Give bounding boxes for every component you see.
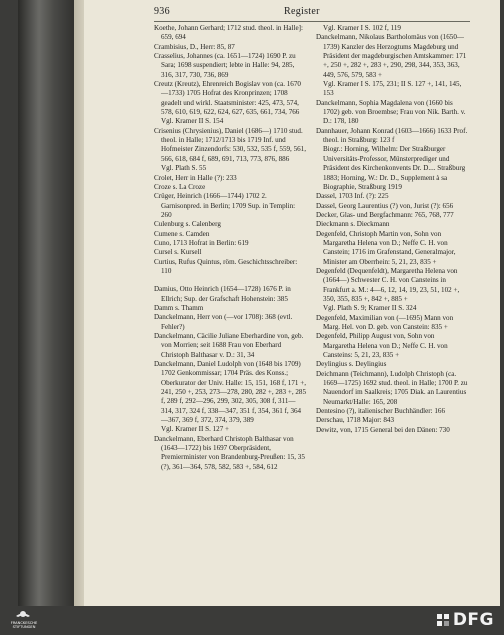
index-entry: Deichmann (Teichmann), Ludolph Christoph (ca. 1669—1725) 1692 stud. theol. in Halle; 1700 P. zu Nauendorf im Saalkreis; 1705 Diak. an Laurentius Neumarkt/Halle: 165, 208 — [316, 369, 468, 406]
index-entry: Degenfeld, Christoph Martin von, Sohn von Margaretha Helena von D.; Neffe C. H. von Canstein; 1716 im Grafenstand, Generalmajor, Minister am Oberrhein: 5, 21, 23, 835 + — [316, 229, 456, 266]
index-entry: Dieckmann s. Dieckmann — [316, 220, 390, 229]
francke-logo — [6, 610, 42, 634]
index-entry: Crolet, Herr in Halle (?): 233 — [154, 173, 237, 182]
index-entry: Damm s. Thamm — [154, 303, 204, 312]
page-header — [84, 6, 500, 22]
page-number: 936 — [154, 6, 170, 17]
index-entry: Vgl. Kramer I S. 102 f, 119 — [323, 24, 401, 32]
index-entry: Dannhauer, Johann Konrad (1603—1666) 1633 Prof. theol. in Straßburg: 123 f — [316, 126, 468, 145]
index-entry: Degenfeld, Maximilian von (—1695) Mann von Marg. Hel. von D. geb. von Canstein: 835 + — [316, 313, 454, 331]
index-entry: Dewitz, von, 1715 General bei den Dänen: 730 — [316, 425, 450, 434]
index-entry: Crambisius, D., Herr: 85, 87 — [154, 42, 235, 51]
index-entry: Degenfeld (Dequenfeldt), Margaretha Helena von (1664—) Schwester C. H. von Cansteins in Frankfurt a. M.: 4—6, 12, 14, 19, 23, 51, 102 +, 350, 355, 835 +, 842 +, 885 + — [316, 266, 460, 303]
index-entry: Dassel, Georg Laurentius (?) von, Jurist (?): 656 — [316, 201, 454, 210]
index-entry: Cumene s. Camden — [154, 229, 210, 238]
index-entry: Biogr.: Horning, Wilhelm: Der Straßburger Universitäts-Professor, Münsterprediger und Präsident des Kirchenkonvents Dr. D.... Straßburg 1883; Horning, W.: Dr. D., Supplement à sa Biographie, Straßburg 1919 — [323, 145, 466, 191]
index-entry: Danckelmann, Nikolaus Bartholomäus von (1650—1739) Kanzler des Herzogtums Magdeburg und Präsident der magdeburgischen Amtskammer: 171 +, 250 +, 282 +, 283 +, 290, 298, 344, 353, 363, 449, 576, 579, 583 + — [316, 33, 467, 79]
index-entry: Dassel, 1703 Inf. (?): 225 — [316, 192, 389, 201]
index-entry: Vgl. Kramer II S. 127 + — [161, 425, 230, 434]
francke-logo-text: FRANCKESCHE STIFTUNGEN — [10, 621, 38, 630]
right-column — [316, 24, 468, 435]
index-entry: Koethe, Johann Gerhard; 1712 stud. theol. in Halle]: 659, 694 — [154, 24, 303, 42]
index-entry: Danckelmann, Cäcilie Juliane Eberhardine von, geb. von Morrien; seit 1688 Frau von Eberhard Christoph Balthasar v. D.: 31, 34 — [154, 332, 304, 359]
index-entry: Degenfeld, Philipp August von, Sohn von Margaretha Helena von D.; Neffe C. H. von Cansteins: 5, 21, 23, 835 + — [316, 332, 448, 360]
eagle-sun-icon — [16, 610, 30, 620]
index-entry: Crisenius (Chrysienius), Daniel (1686—) 1710 stud. theol. in Halle; 1712/1713 bis 1719 Inf. und Hofmeister Zinzendorfs: 530, 532, 535 f, 559, 561, 566, 618, 684 f, 689, 691, 713, 773, 876, 886 — [154, 126, 307, 163]
index-entry: Damius, Otto Heinrich (1654—1728) 1676 P. in Ellrich; Sup. der Grafschaft Hohenstein: 385 — [154, 285, 291, 303]
dfg-mark-icon — [437, 614, 449, 626]
index-entry: Danckelmann, Sophia Magdalena von (1660 bis 1702) geb. von Broembse; Frau von Nik. Barth. v. D.: 178, 180 — [316, 98, 466, 126]
index-entry: Deylingius s. Deylingius — [316, 360, 387, 369]
index-entry: Vgl. Plath S. 9; Kramer II S. 324 — [323, 304, 417, 313]
index-entry: Danckelmann, Herr von (—vor 1708): 368 (evtl. Fehler?) — [154, 313, 293, 331]
index-entry: Cursel s. Kursell — [154, 248, 202, 257]
index-entry: Crüger, Heinrich (1666—1744) 1702 2. Garnisonpred. in Berlin; 1709 Sup. in Templin: 260 — [154, 192, 296, 219]
index-entry: Vgl. Kramer II S. 154 — [161, 117, 224, 126]
dfg-logo — [437, 610, 494, 630]
dfg-logo-text: DFG — [452, 610, 494, 630]
index-entry: Croze s. La Croze — [154, 182, 206, 191]
index-entry: Vgl. Kramer I S. 175, 231; II S. 127 +, 141, 145, 153 — [323, 80, 462, 98]
index-entry: Crasselius, Johannes (ca. 1651—1724) 1690 P. zu Sara; 1698 suspendiert; lebte in Halle: 94, 285, 316, 317, 730, 736, 869 — [154, 52, 296, 79]
index-entry: Cuno, 1713 Hofrat in Berlin: 619 — [154, 238, 249, 247]
left-column — [154, 24, 306, 472]
index-entry: Creutz (Kreutz), Ehrenreich Bogislav von (ca. 1670—1733) 1705 Hofrat des Kronprinzen; 1708 geadelt und wirkl. Staatsminister: 425, 473, 574, 578, 610, 619, 622, 624, 627, 635, 661, 734, 766 — [154, 80, 301, 117]
index-entry: Vgl. Plath S. 55 — [161, 164, 207, 173]
header-rule — [154, 21, 470, 22]
running-head: Register — [284, 6, 320, 17]
index-entry: Dentesino (?), italienischer Buchhändler: 166 — [316, 407, 446, 416]
book-page — [84, 0, 500, 606]
index-entry: Curtius, Rufus Quintus, röm. Geschichtsschreiber: 110 — [154, 257, 298, 275]
book-spine — [18, 0, 78, 606]
footer-bar — [0, 606, 504, 635]
index-entry: Decker, Glas- und Bergfachmann: 765, 768, 777 — [316, 210, 454, 219]
index-entry: Derschau, 1718 Major: 843 — [316, 416, 395, 425]
index-entry: Culenburg s. Calenberg — [154, 220, 221, 229]
index-entry: Danckelmann, Eberhard Christoph Balthasar von (1643—1722) bis 1697 Oberpräsident, Premierminister von Brandenburg-Preußen: 15, 35 (?), 361—364, 578, 582, 583 +, 584, 612 — [154, 434, 305, 471]
index-entry: Danckelmann, Daniel Ludolph von (1648 bis 1709) 1702 Genkommissar; 1704 Präs. des Konss.; Oberkurator der Univ. Halle: 15, 151, 168 f, 171 +, 241, 250 +, 253, 273—278, 280, 282 +, 283 +, 285 f, 289 f, 292—296, 299, 302, 305, 308 f, 311—314, 317, 324 f, 338—347, 351 f, 354, 361 f, 364—367, 369 f, 372, 374, 379, 389 — [154, 360, 307, 425]
